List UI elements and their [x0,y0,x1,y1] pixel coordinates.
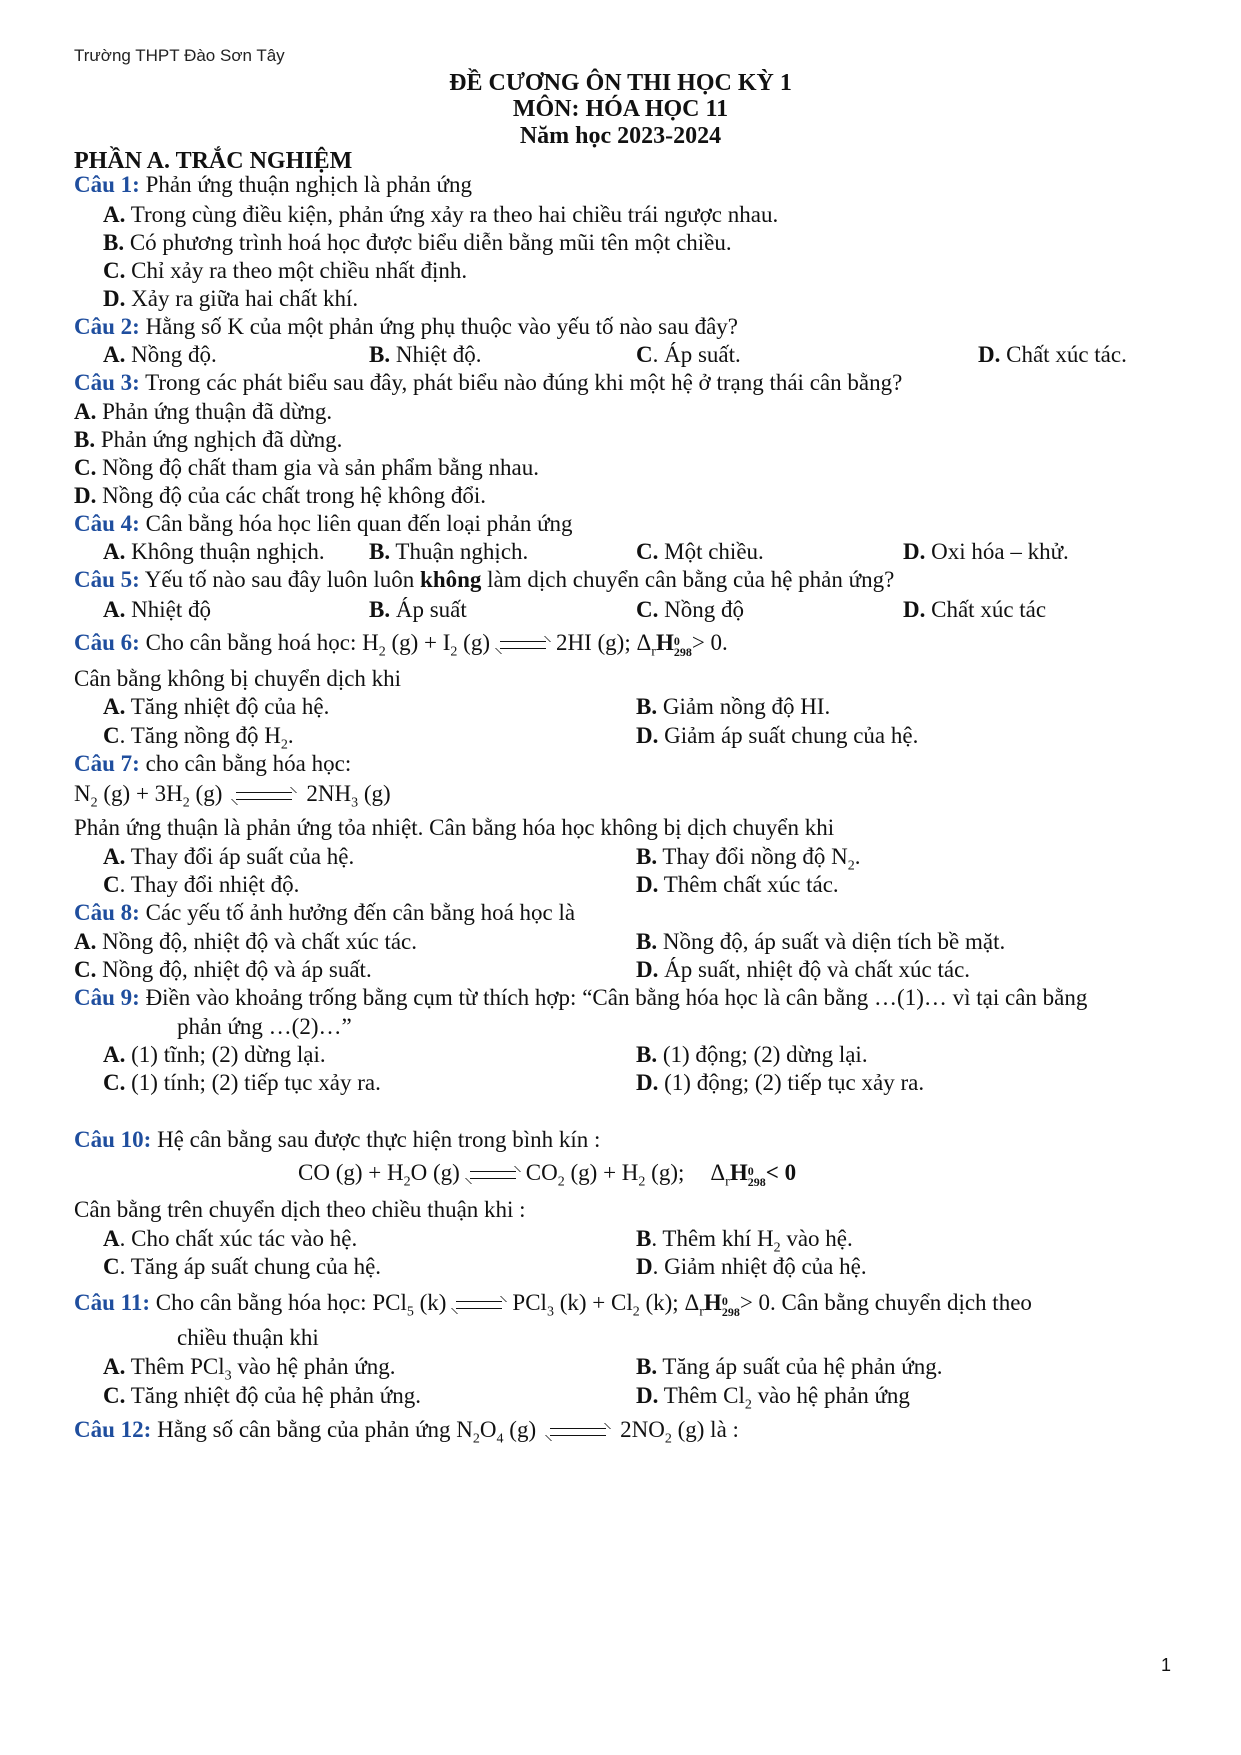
equilibrium-arrow-icon [498,638,548,652]
q7-option-a[interactable]: A. Thay đổi áp suất của hệ. [103,844,355,869]
title-line-3: Năm học 2023-2024 [519,123,722,149]
title-line-2: MÔN: HÓA HỌC 11 [512,96,729,122]
q5-option-d[interactable]: D. Chất xúc tác [903,597,1047,622]
q11-option-b[interactable]: B. Tăng áp suất của hệ phản ứng. [636,1354,943,1379]
q8-option-a[interactable]: A. Nồng độ, nhiệt độ và chất xúc tác. [74,929,418,954]
q7-option-b[interactable]: B. Thay đổi nồng độ $N_2$. [636,844,861,874]
q3-option-b[interactable]: B. Phản ứng nghịch đã dừng. [74,427,343,452]
school-name: Trường THPT Đào Sơn Tây [74,46,285,65]
question-12: Câu 12: Hằng số cân bằng của phản ứng $N_2O_4$ (g) $2NO_2$ (g) là : [74,1417,739,1447]
question-1: Câu 1: Phản ứng thuận nghịch là phản ứng [74,172,472,197]
q4-option-a[interactable]: A. Không thuận nghịch. [103,539,325,564]
q3-option-c[interactable]: C. Nồng độ chất tham gia và sản phẩm bằng nhau. [74,455,540,480]
q8-option-c[interactable]: C. Nồng độ, nhiệt độ và áp suất. [74,957,372,982]
q10-stem: Cân bằng trên chuyển dịch theo chiều thuận khi : [74,1197,526,1222]
q2-option-d[interactable]: D. Chất xúc tác. [978,342,1127,367]
q10-option-d[interactable]: D. Giảm nhiệt độ của hệ. [636,1254,867,1279]
q3-option-a[interactable]: A. Phản ứng thuận đã dừng. [74,399,333,424]
equilibrium-arrow-icon [468,1168,518,1182]
equilibrium-arrow-icon [548,1425,608,1439]
q6-option-a[interactable]: A. Tăng nhiệt độ của hệ. [103,694,330,719]
q6-option-d[interactable]: D. Giảm áp suất chung của hệ. [636,723,919,748]
q6-option-c[interactable]: C. Tăng nồng độ $H_2$. [103,723,294,753]
question-10: Câu 10: Hệ cân bằng sau được thực hiện trong bình kín : [74,1127,601,1152]
enthalpy-symbol: $\Delta_rH0$ 298 [636,630,692,660]
q11-text-continued: chiều thuận khi [177,1325,319,1350]
q11-option-a[interactable]: A. Thêm PCl$_3$ vào hệ phản ứng. [103,1354,396,1384]
q7-option-c[interactable]: C. Thay đổi nhiệt độ. [103,872,300,897]
section-a-heading: PHẦN A. TRẮC NGHIỆM [74,148,353,174]
q6-option-b[interactable]: B. Giảm nồng độ HI. [636,694,831,719]
q5-option-b[interactable]: B. Áp suất [369,597,467,622]
enthalpy-symbol: $\Delta_rH0$ 298 [710,1160,766,1190]
q8-option-d[interactable]: D. Áp suất, nhiệt độ và chất xúc tác. [636,957,971,982]
q9-text-continued: phản ứng …(2)…” [177,1014,352,1039]
q5-option-c[interactable]: C. Nồng độ [636,597,744,622]
q9-option-a[interactable]: A. (1) tĩnh; (2) dừng lại. [103,1042,326,1067]
q11-option-c[interactable]: C. Tăng nhiệt độ của hệ phản ứng. [103,1383,422,1408]
equilibrium-arrow-icon [454,1298,504,1312]
q1-option-b[interactable]: B. Có phương trình hoá học được biểu diễn bằng mũi tên một chiều. [103,230,732,255]
title-line-1: ĐỀ CƯƠNG ÔN THI HỌC KỲ 1 [449,70,792,96]
q3-option-d[interactable]: D. Nồng độ của các chất trong hệ không đổi. [74,483,486,508]
question-7: Câu 7: cho cân bằng hóa học: [74,751,352,776]
q2-option-b[interactable]: B. Nhiệt độ. [369,342,482,367]
q4-option-c[interactable]: C. Một chiều. [636,539,764,564]
q9-option-c[interactable]: C. (1) tính; (2) tiếp tục xảy ra. [103,1070,381,1095]
q7-stem: Phản ứng thuận là phản ứng tỏa nhiệt. Cân bằng hóa học không bị dịch chuyển khi [74,815,835,840]
question-4: Câu 4: Cân bằng hóa học liên quan đến loại phản ứng [74,511,573,536]
q2-option-c[interactable]: C. Áp suất. [636,342,741,367]
q11-option-d[interactable]: D. Thêm $Cl_2$ vào hệ phản ứng [636,1383,910,1413]
question-8: Câu 8: Các yếu tố ảnh hưởng đến cân bằng hoá học là [74,900,576,925]
question-2: Câu 2: Hằng số K của một phản ứng phụ thuộc vào yếu tố nào sau đây? [74,314,739,339]
q9-option-d[interactable]: D. (1) động; (2) tiếp tục xảy ra. [636,1070,925,1095]
question-11: Câu 11: Cho cân bằng hóa học: PCl$_5$ (k) PCl$_3$ $(k) + Cl_2$ (k); $\Delta_rH0$ 298> 0. Cân bằng chuyển dịch theo [74,1290,1032,1320]
q8-option-b[interactable]: B. Nồng độ, áp suất và diện tích bề mặt. [636,929,1006,954]
q7-equation: $N_2$ $(g) + 3H_2$ (g) $2NH_3$ (g) [74,781,391,811]
q1-option-c[interactable]: C. Chỉ xảy ra theo một chiều nhất định. [103,258,468,283]
q7-option-d[interactable]: D. Thêm chất xúc tác. [636,872,839,897]
question-9: Câu 9: Điền vào khoảng trống bằng cụm từ thích hợp: “Cân bằng hóa học là cân bằng …(1)… vì tại cân bằng [74,985,1088,1010]
q4-option-b[interactable]: B. Thuận nghịch. [369,539,529,564]
q1-option-a[interactable]: A. Trong cùng điều kiện, phản ứng xảy ra theo hai chiều trái ngược nhau. [103,202,779,227]
q10-option-c[interactable]: C. Tăng áp suất chung của hệ. [103,1254,382,1279]
enthalpy-symbol: $\Delta_rH0$ 298 [684,1290,740,1320]
q1-option-d[interactable]: D. Xảy ra giữa hai chất khí. [103,286,359,311]
question-5: Câu 5: Yếu tố nào sau đây luôn luôn không làm dịch chuyển cân bằng của hệ phản ứng? [74,567,895,592]
q10-option-b[interactable]: B. Thêm khí $H_2$ vào hệ. [636,1226,853,1256]
equilibrium-arrow-icon [234,789,294,803]
q9-option-b[interactable]: B. (1) động; (2) dừng lại. [636,1042,868,1067]
q5-option-a[interactable]: A. Nhiệt độ [103,597,211,622]
q4-option-d[interactable]: D. Oxi hóa – khử. [903,539,1069,564]
question-3: Câu 3: Trong các phát biểu sau đây, phát biểu nào đúng khi một hệ ở trạng thái cân bằng? [74,370,903,395]
q6-stem: Cân bằng không bị chuyển dịch khi [74,666,402,691]
q10-option-a[interactable]: A. Cho chất xúc tác vào hệ. [103,1226,358,1251]
q10-equation: CO $(g) + H_2O$ (g) $CO_2$ $(g) + H_2$ (g); $\Delta_rH0$ 298< 0 [298,1160,797,1190]
question-6: Câu 6: Cho cân bằng hoá học: $H_2$ $(g) + I_2$ (g) 2HI (g); $\Delta_rH0$ 298> 0. [74,630,728,660]
page-number: 1 [1161,1655,1172,1675]
q2-option-a[interactable]: A. Nồng độ. [103,342,217,367]
